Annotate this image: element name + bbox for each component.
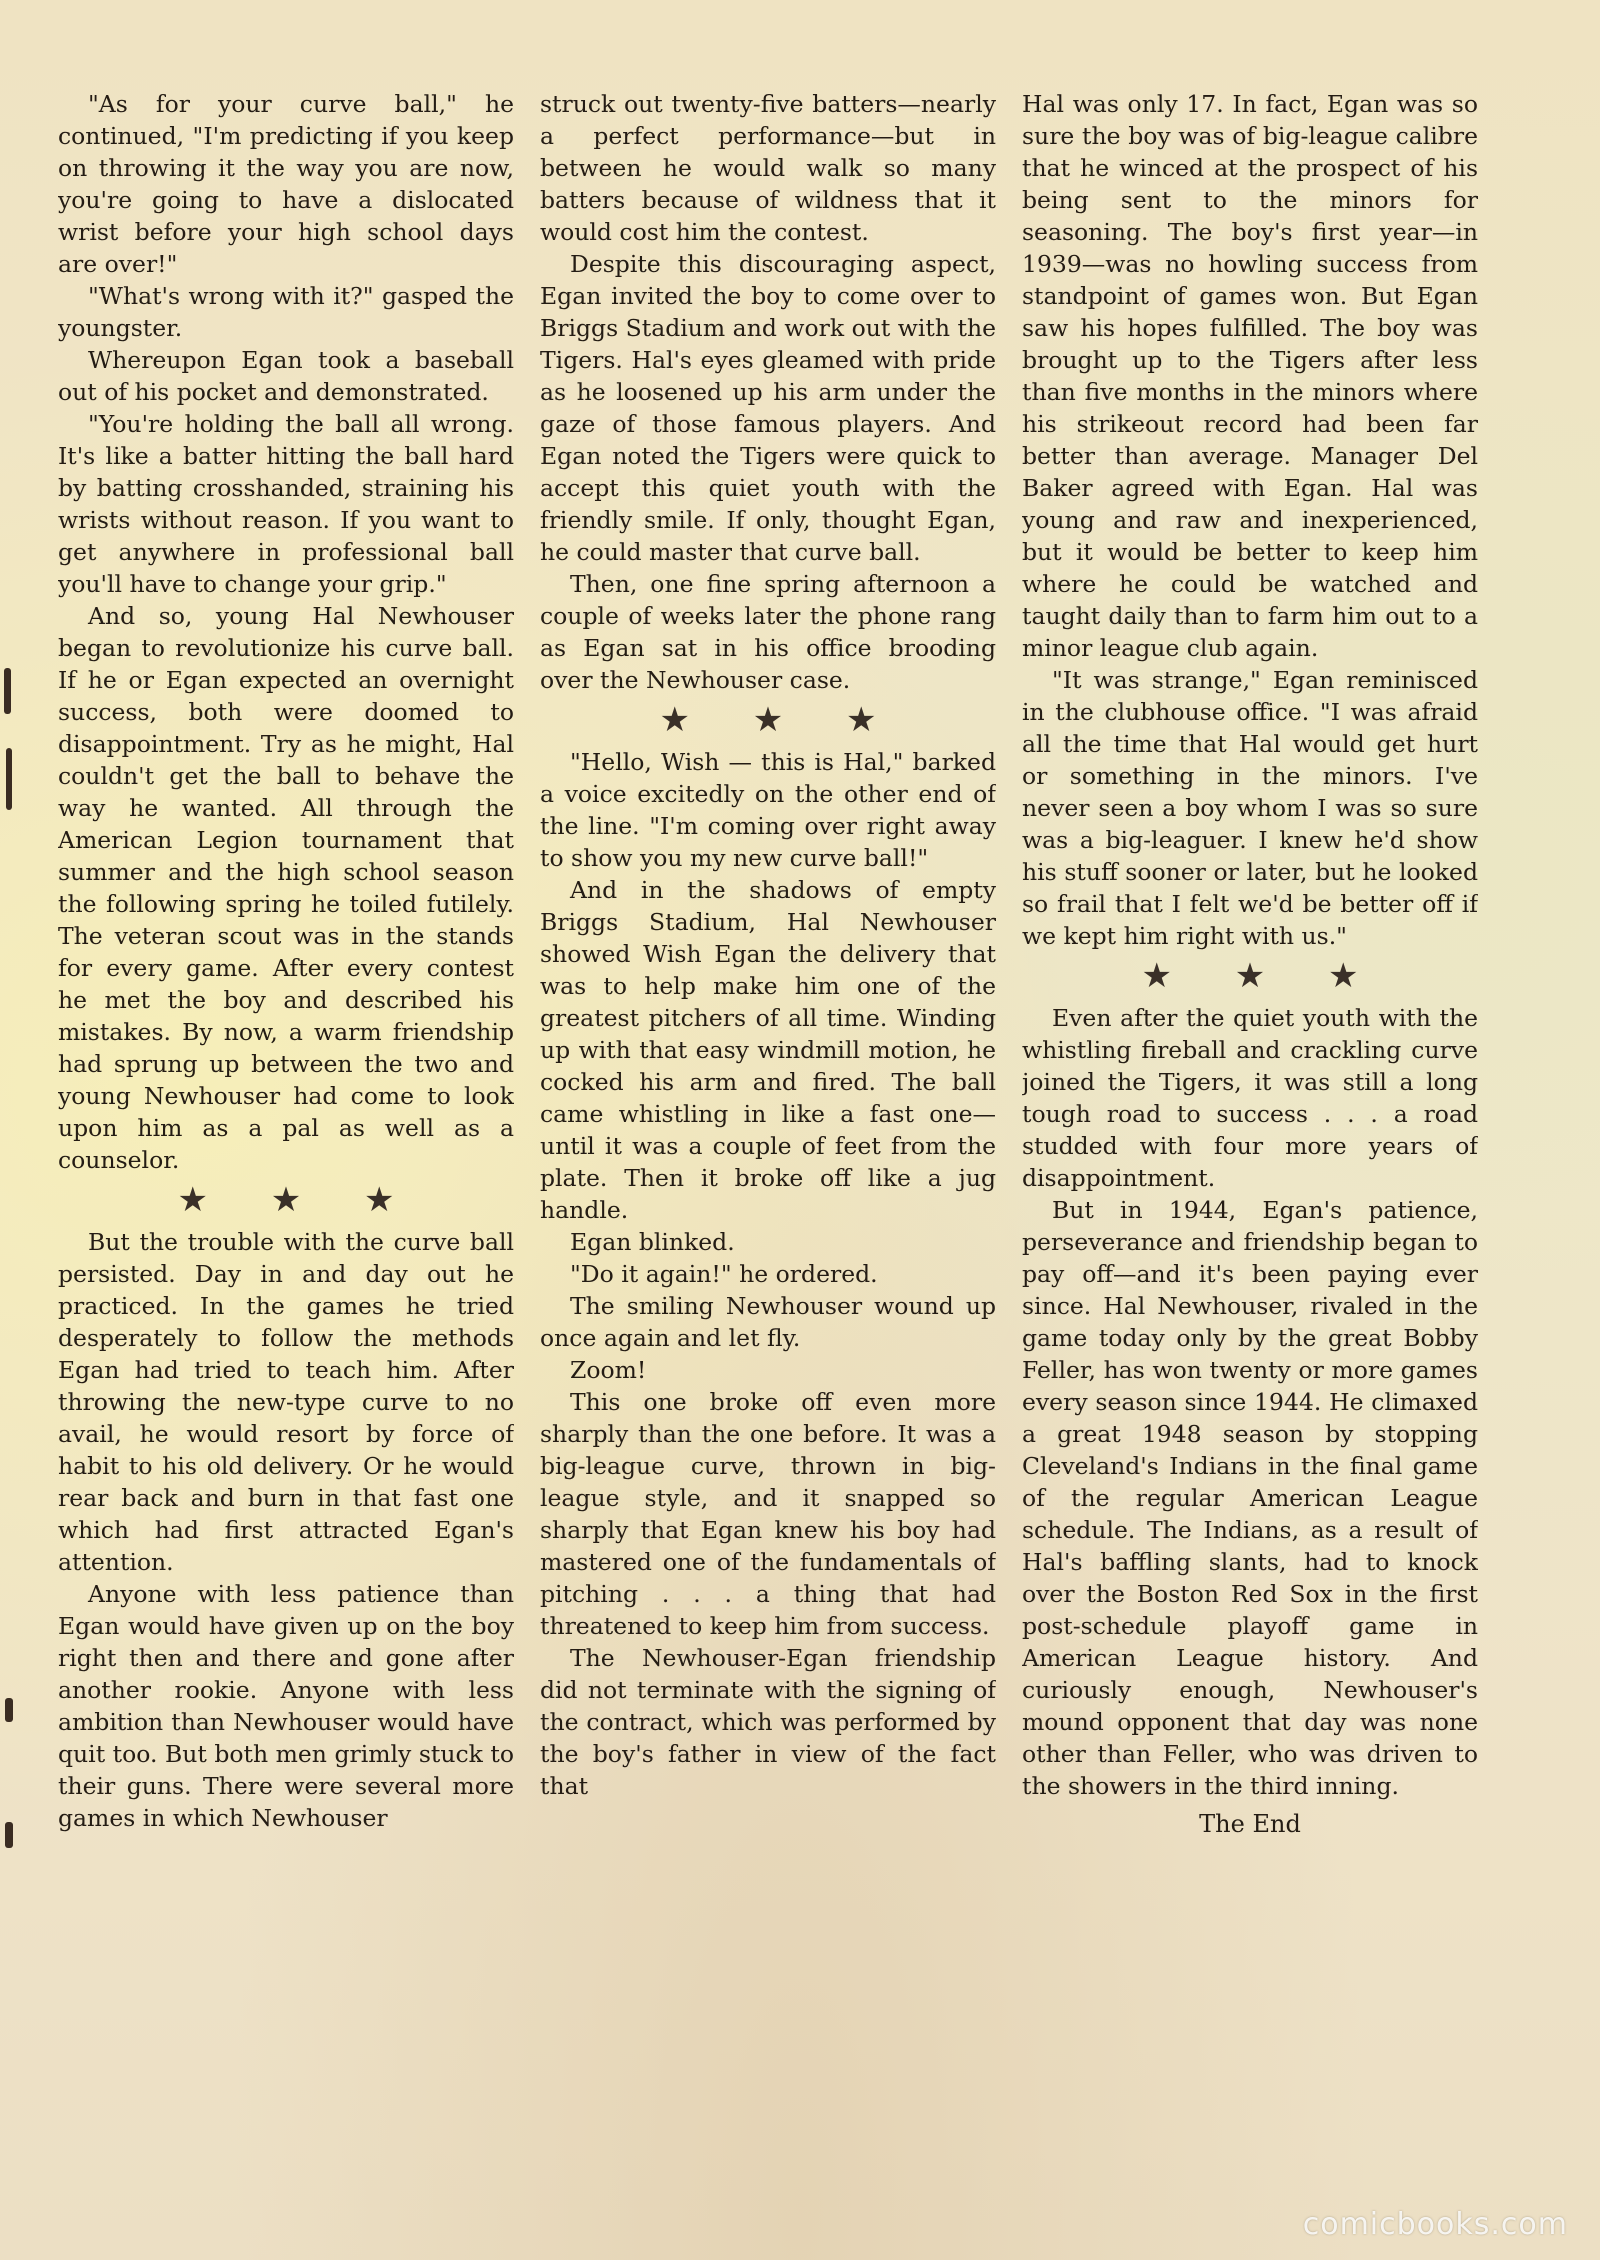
- paragraph: But in 1944, Egan's patience, perseverance and friendship began to pay off—and it's been paying ever since. Hal Newhouser, rivaled in the game today only by the great Bobby Feller, has won twenty or more games every season since 1944. He climaxed a great 1948 season by stopping Cleveland's Indians in the final game of the regular American League schedule. The Indians, as a result of Hal's baffling slants, had to knock over the Boston Red Sox in the first post-schedule playoff game in American League history. And curiously enough, Newhouser's mound opponent that day was none other than Feller, who was driven to the showers in the third inning.: [1022, 1196, 1478, 1800]
- paragraph: struck out twenty-five batters—nearly a perfect performance—but in between he would walk so many batters because of wildness that it would cost him the contest.: [540, 90, 996, 246]
- the-end-label: The End: [1199, 1810, 1301, 1838]
- paragraph: Zoom!: [570, 1356, 647, 1384]
- paragraph: And so, young Hal Newhouser began to revolutionize his curve ball. If he or Egan expected an overnight success, both were doomed to disappointment. Try as he might, Hal couldn't get the ball to behave the way he wanted. All through the American Legion tournament that summer and the high school season the following spring he toiled futilely. The veteran scout was in the stands for every game. After every contest he met the boy and described his mistakes. By now, a warm friendship had sprung up between the two and young Newhouser had come to look upon him as a pal as well as a counselor.: [58, 602, 514, 1174]
- column-2: [540, 88, 996, 2028]
- paragraph: And in the shadows of empty Briggs Stadium, Hal Newhouser showed Wish Egan the delivery that was to help make him one of the greatest pitchers of all time. Winding up with that easy windmill motion, he cocked his arm and fired. The ball came whistling in like a fast one—until it was a couple of feet from the plate. Then it broke off like a jug handle.: [540, 876, 996, 1224]
- binding-mark: [6, 748, 12, 810]
- paragraph: But the trouble with the curve ball persisted. Day in and day out he practiced. In the games he tried desperately to follow the methods Egan had tried to teach him. After throwing the new-type curve to no avail, he would resort by force of habit to his old delivery. Or he would rear back and burn in that fast one which had first attracted Egan's attention.: [58, 1228, 514, 1576]
- watermark: comicbooks.com: [1302, 2207, 1568, 2242]
- binding-mark: [5, 1698, 13, 1722]
- paragraph: Whereupon Egan took a baseball out of his pocket and demonstrated.: [58, 346, 514, 406]
- paragraph: Egan blinked.: [570, 1228, 735, 1256]
- paragraph: This one broke off even more sharply than the one before. It was a big-league curve, thrown in big-league style, and it snapped so sharply that Egan knew his boy had mastered one of the fundamentals of pitching . . . a thing that had threatened to keep him from success.: [540, 1388, 996, 1640]
- paragraph: "You're holding the ball all wrong. It's like a batter hitting the ball hard by batting crosshanded, straining his wrists without reason. If you want to get anywhere in professional ball you'll have to change your grip.": [58, 410, 514, 598]
- binding-mark: [4, 668, 11, 714]
- section-break-stars: ★ ★ ★: [1141, 956, 1385, 996]
- paragraph: Even after the quiet youth with the whistling fireball and crackling curve joined the Tigers, it was still a long tough road to success . . . a road studded with four more years of disappointment.: [1022, 1004, 1478, 1192]
- paragraph: Hal was only 17. In fact, Egan was so sure the boy was of big-league calibre that he winced at the prospect of his being sent to the minors for seasoning. The boy's first year—in 1939—was no howling success from standpoint of games won. But Egan saw his hopes fulfilled. The boy was brought up to the Tigers after less than five months in the minors where his strikeout record had been far better than average. Manager Del Baker agreed with Egan. Hal was young and raw and inexperienced, but it would be better to keep him where he could be watched and taught daily than to farm him out to a minor league club again.: [1022, 90, 1478, 662]
- section-break-stars: ★ ★ ★: [177, 1180, 421, 1220]
- section-break-stars: ★ ★ ★: [659, 700, 903, 740]
- column-3: [1022, 88, 1478, 2028]
- binding-mark: [5, 1822, 13, 1848]
- paragraph: "It was strange," Egan reminisced in the clubhouse office. "I was afraid all the time that Hal would get hurt or something in the minors. I've never seen a boy whom I was so sure was a big-leaguer. I knew he'd show his stuff sooner or later, but he looked so frail that I felt we'd be better off if we kept him right with us.": [1022, 666, 1478, 950]
- paragraph: Then, one fine spring afternoon a couple of weeks later the phone rang as Egan sat in his office brooding over the Newhouser case.: [540, 570, 996, 694]
- paragraph: "As for your curve ball," he continued, "I'm predicting if you keep on throwing it the way you are now, you're going to have a dislocated wrist before your high school days are over!": [58, 90, 514, 278]
- column-1: [58, 88, 514, 2028]
- paragraph: "Do it again!" he ordered.: [570, 1260, 878, 1288]
- article-columns: [58, 88, 1478, 2028]
- paragraph: Despite this discouraging aspect, Egan invited the boy to come over to Briggs Stadium and work out with the Tigers. Hal's eyes gleamed with pride as he loosened up his arm under the gaze of those famous players. And Egan noted the Tigers were quick to accept this quiet youth with the friendly smile. If only, thought Egan, he could master that curve ball.: [540, 250, 996, 566]
- paragraph: "Hello, Wish — this is Hal," barked a voice excitedly on the other end of the line. "I'm coming over right away to show you my new curve ball!": [540, 748, 996, 872]
- paragraph: Anyone with less patience than Egan would have given up on the boy right then and there and gone after another rookie. Anyone with less ambition than Newhouser would have quit too. But both men grimly stuck to their guns. There were several more games in which Newhouser: [58, 1580, 514, 1832]
- paragraph: The Newhouser-Egan friendship did not terminate with the signing of the contract, which was performed by the boy's father in view of the fact that: [540, 1644, 996, 1800]
- paragraph: The smiling Newhouser wound up once again and let fly.: [540, 1292, 996, 1352]
- paragraph: "What's wrong with it?" gasped the youngster.: [58, 282, 514, 342]
